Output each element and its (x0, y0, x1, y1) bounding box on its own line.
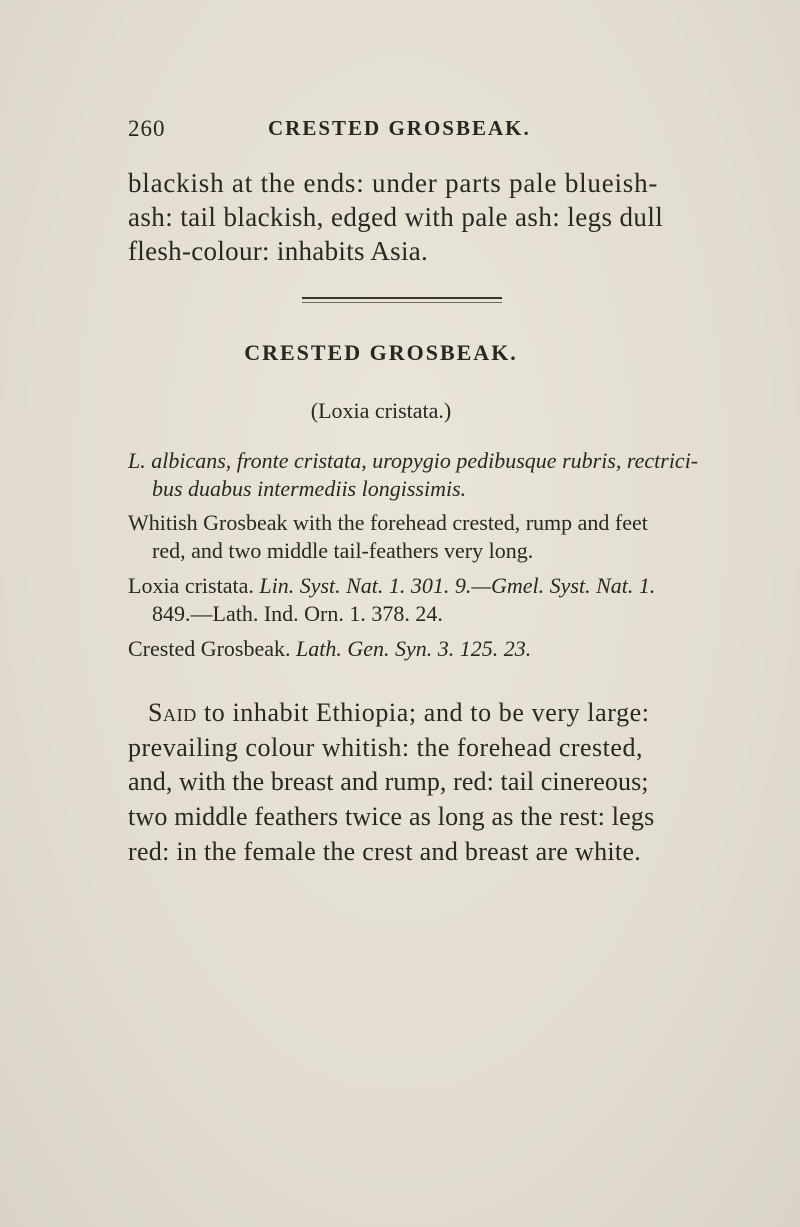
latin-name (0, 398, 800, 424)
body-text-line: two middle feathers twice as long as the rest: legs (128, 802, 655, 831)
synonymy-english-diagnosis: Whitish Grosbeak with the forehead crested, rump and feet (128, 510, 648, 535)
latin-name-text: (Loxia cristata.) (310, 398, 452, 423)
body-text-line: red: in the female the crest and breast are white. (128, 837, 642, 866)
body-text-line: and, with the breast and rump, red: tail cinereous; (128, 767, 649, 796)
synonymy-reference-cont: 849.—Lath. Ind. Orn. 1. 378. 24. (152, 601, 443, 626)
synonymy-reference (128, 636, 531, 662)
synonymy-english-diagnosis-cont: red, and two middle tail-feathers very long. (152, 538, 534, 563)
body-text-line (148, 698, 650, 728)
synonymy-latin-diagnosis: L. albicans, fronte cristata, uropygio pedibusque rubris, rectrici- (128, 448, 699, 473)
running-head (128, 116, 688, 146)
page-number: 260 (128, 116, 166, 141)
section-heading (0, 340, 800, 366)
synonymy-reference (128, 573, 655, 599)
reference-citation: Lath. Gen. Syn. 3. 125. 23. (296, 636, 532, 661)
running-title: CRESTED GROSBEAK. (268, 116, 531, 140)
reference-name: Crested Grosbeak. (128, 636, 291, 661)
body-text-fragment: to inhabit Ethiopia; and to be very large: (196, 698, 650, 727)
continued-text-line: flesh-colour: inhabits Asia. (128, 236, 429, 266)
section-divider-thin (302, 302, 502, 303)
synonymy-latin-diagnosis-cont: bus duabus intermediis longissimis. (152, 476, 467, 501)
section-divider (302, 297, 502, 299)
continued-text-line: ash: tail blackish, edged with pale ash: legs dull (128, 202, 664, 232)
reference-citation: Lin. Syst. Nat. 1. 301. 9.—Gmel. Syst. Nat. 1. (259, 573, 656, 598)
body-text-line: prevailing colour whitish: the forehead crested, (128, 733, 643, 762)
opening-word: Said (148, 698, 197, 727)
reference-name: Loxia cristata. (128, 573, 254, 598)
continued-text-line: blackish at the ends: under parts pale blueish- (128, 168, 659, 198)
section-heading-text: CRESTED GROSBEAK. (244, 340, 518, 365)
